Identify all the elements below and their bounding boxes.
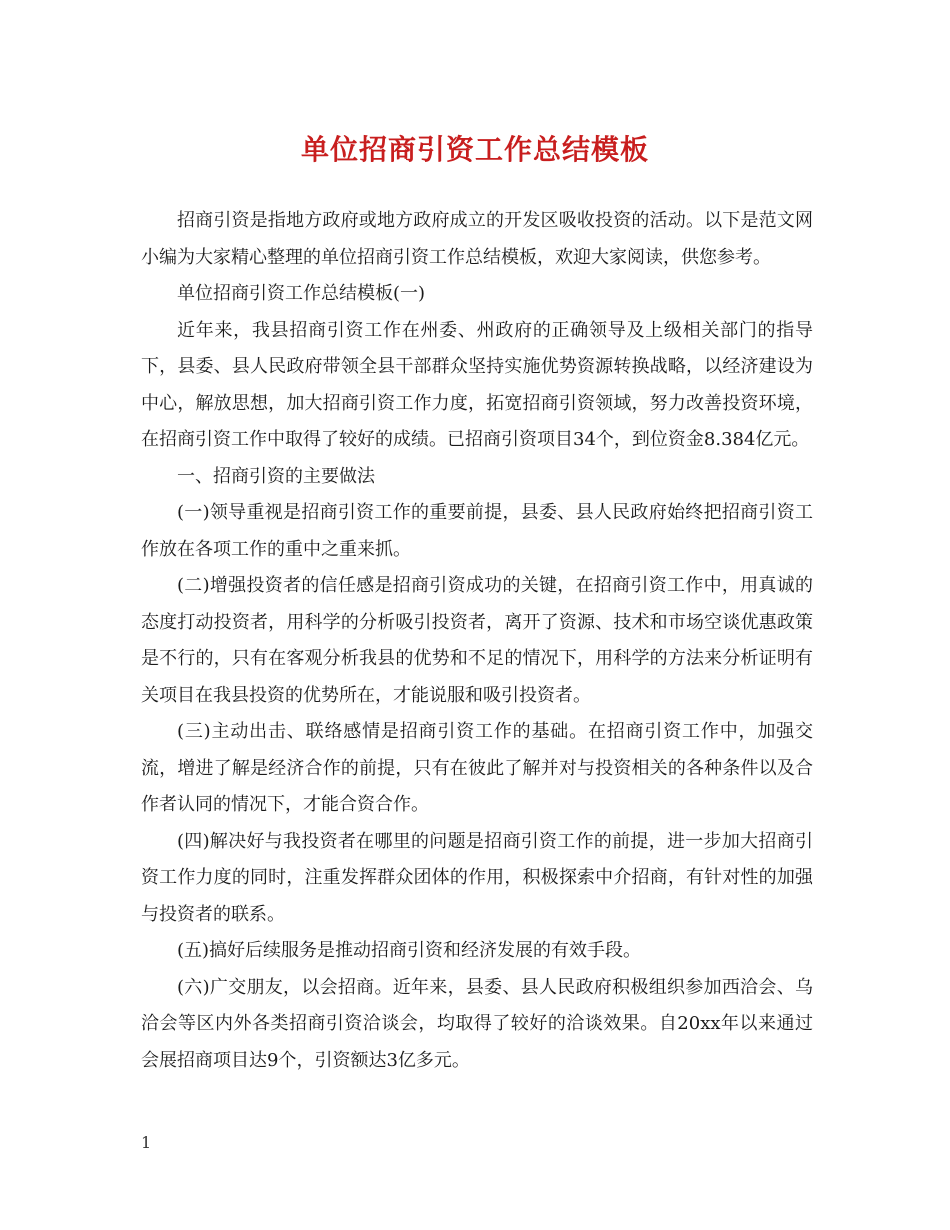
practice-item-6: (六)广交朋友，以会招商。近年来，县委、县人民政府积极组织参加西洽会、乌洽会等区内外各类招商引资洽谈会，均取得了较好的洽谈效果。自20xx年以来通过会展招商项目达9个，引资额达3亿多元。: [141, 976, 813, 1071]
page-number: 1: [141, 1133, 152, 1152]
section-heading-main-practices: 一、招商引资的主要做法: [177, 465, 375, 487]
document-title: 单位招商引资工作总结模板: [300, 133, 649, 166]
intro-paragraph: 招商引资是指地方政府或地方政府成立的开发区吸收投资的活动。以下是范文网小编为大家精心整理的单位招商引资工作总结模板，欢迎大家阅读，供您参考。: [141, 210, 813, 268]
practice-item-5: (五)搞好后续服务是推动招商引资和经济发展的有效手段。: [177, 940, 642, 961]
practice-item-1: (一)领导重视是招商引资工作的重要前提，县委、县人民政府始终把招商引资工作放在各项工作的重中之重来抓。: [141, 502, 813, 560]
practice-item-4: (四)解决好与我投资者在哪里的问题是招商引资工作的前提，进一步加大招商引资工作力度的同时，注重发挥群众团体的作用，积极探索中介招商，有针对性的加强与投资者的联系。: [141, 830, 813, 925]
practice-item-2: (二)增强投资者的信任感是招商引资成功的关键，在招商引资工作中，用真诚的态度打动投资者，用科学的分析吸引投资者，离开了资源、技术和市场空谈优惠政策是不行的，只有在客观分析我县的优势和不足的情况下，用科学的方法来分析证明有关项目在我县投资的优势所在，才能说服和吸引投资者。: [141, 575, 813, 706]
overview-paragraph: 近年来，我县招商引资工作在州委、州政府的正确领导及上级相关部门的指导下，县委、县人民政府带领全县干部群众坚持实施优势资源转换战略，以经济建设为中心，解放思想，加大招商引资工作力度，拓宽招商引资领域，努力改善投资环境，在招商引资工作中取得了较好的成绩。已招商引资项目34个，到位资金8.384亿元。: [141, 319, 813, 450]
section-heading-template-one: 单位招商引资工作总结模板(一): [177, 283, 426, 304]
practice-item-3: (三)主动出击、联络感情是招商引资工作的基础。在招商引资工作中，加强交流，增进了解是经济合作的前提，只有在彼此了解并对与投资相关的各种条件以及合作者认同的情况下，才能合资合作。: [141, 721, 813, 815]
document-body: [141, 203, 813, 1079]
